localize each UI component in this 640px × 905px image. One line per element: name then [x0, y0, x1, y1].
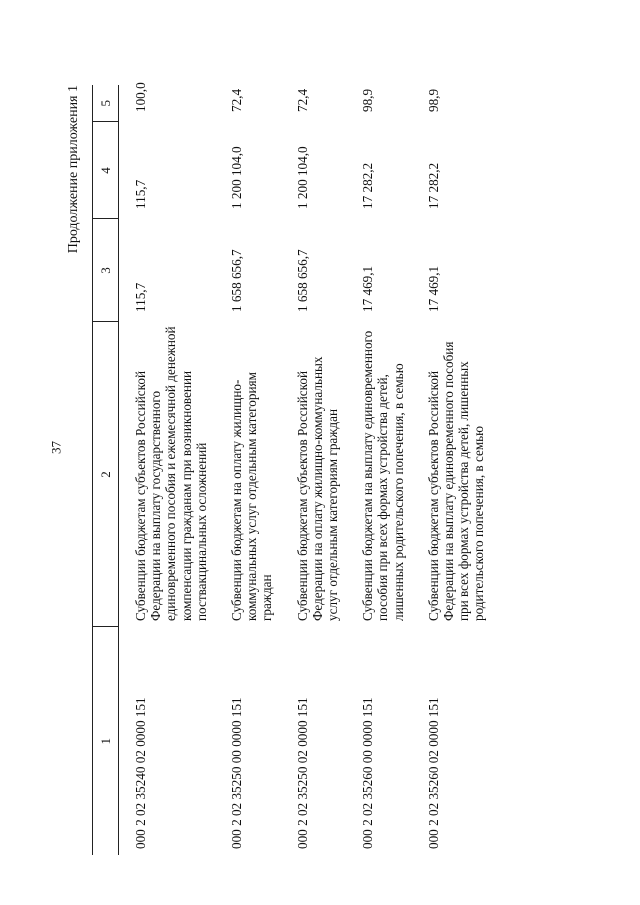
row-description: Субвенции бюджетам субъектов Российской Федерации на выплату единовременного пособия при всех формах устройства детей, лишенных родительского попечения, в семью: [425, 341, 487, 621]
percent-executed: 72,4: [294, 88, 310, 112]
page-number: 37: [48, 441, 64, 454]
percent-executed: 98,9: [425, 88, 441, 112]
budget-table: [92, 82, 487, 855]
table-row: [426, 85, 487, 855]
percent-executed: 98,9: [360, 88, 376, 112]
row-description: Субвенции бюджетам субъектов Российской Федерации на выплату государственного единовременного пособия и ежемесячной денежной компенсации гражданам при возникновении поствакцинальных осложнений: [133, 326, 209, 621]
row-description: Субвенции бюджетам на выплату единовременного пособия при всех формах устройства детей, лишенных родительского попечения, в семью: [360, 330, 406, 621]
row-description: Субвенции бюджетам на оплату жилищно-коммунальных услуг отдельным категориям граждан: [229, 372, 275, 621]
planned-amount: 17 469,1: [425, 265, 441, 312]
header-col-3: 3: [93, 219, 119, 322]
header-col-4: 4: [93, 122, 119, 219]
planned-amount: 17 469,1: [360, 265, 376, 312]
budget-code: 000 2 02 35260 02 0000 151: [425, 697, 441, 849]
table-header-row: [93, 85, 119, 855]
table-row: [119, 85, 230, 855]
budget-code: 000 2 02 35250 00 0000 151: [229, 697, 245, 849]
header-col-1: 1: [93, 627, 119, 855]
table-row: [360, 85, 426, 855]
planned-amount: 1 658 656,7: [229, 249, 245, 312]
actual-amount: 1 200 104,0: [229, 146, 245, 209]
percent-executed: 100,0: [133, 82, 148, 112]
actual-amount: 17 282,2: [425, 162, 441, 209]
percent-executed: 72,4: [229, 88, 245, 112]
actual-amount: 17 282,2: [360, 162, 376, 209]
planned-amount: 1 658 656,7: [294, 249, 310, 312]
actual-amount: 1 200 104,0: [294, 146, 310, 209]
table-row: [295, 85, 361, 855]
header-col-2: 2: [93, 322, 119, 627]
row-description: Субвенции бюджетам субъектов Российской Федерации на оплату жилищно-коммунальных услуг отдельным категориям граждан: [294, 356, 341, 621]
rotated-page-content: [65, 82, 625, 865]
appendix-title: Продолжение приложения 1: [66, 85, 81, 254]
budget-code: 000 2 02 35260 00 0000 151: [360, 697, 376, 849]
header-col-5: 5: [93, 85, 119, 122]
budget-code: 000 2 02 35240 02 0000 151: [133, 697, 148, 849]
planned-amount: 115,7: [133, 282, 148, 312]
table-row: [229, 85, 295, 855]
actual-amount: 115,7: [133, 179, 148, 209]
budget-code: 000 2 02 35250 02 0000 151: [294, 697, 310, 849]
